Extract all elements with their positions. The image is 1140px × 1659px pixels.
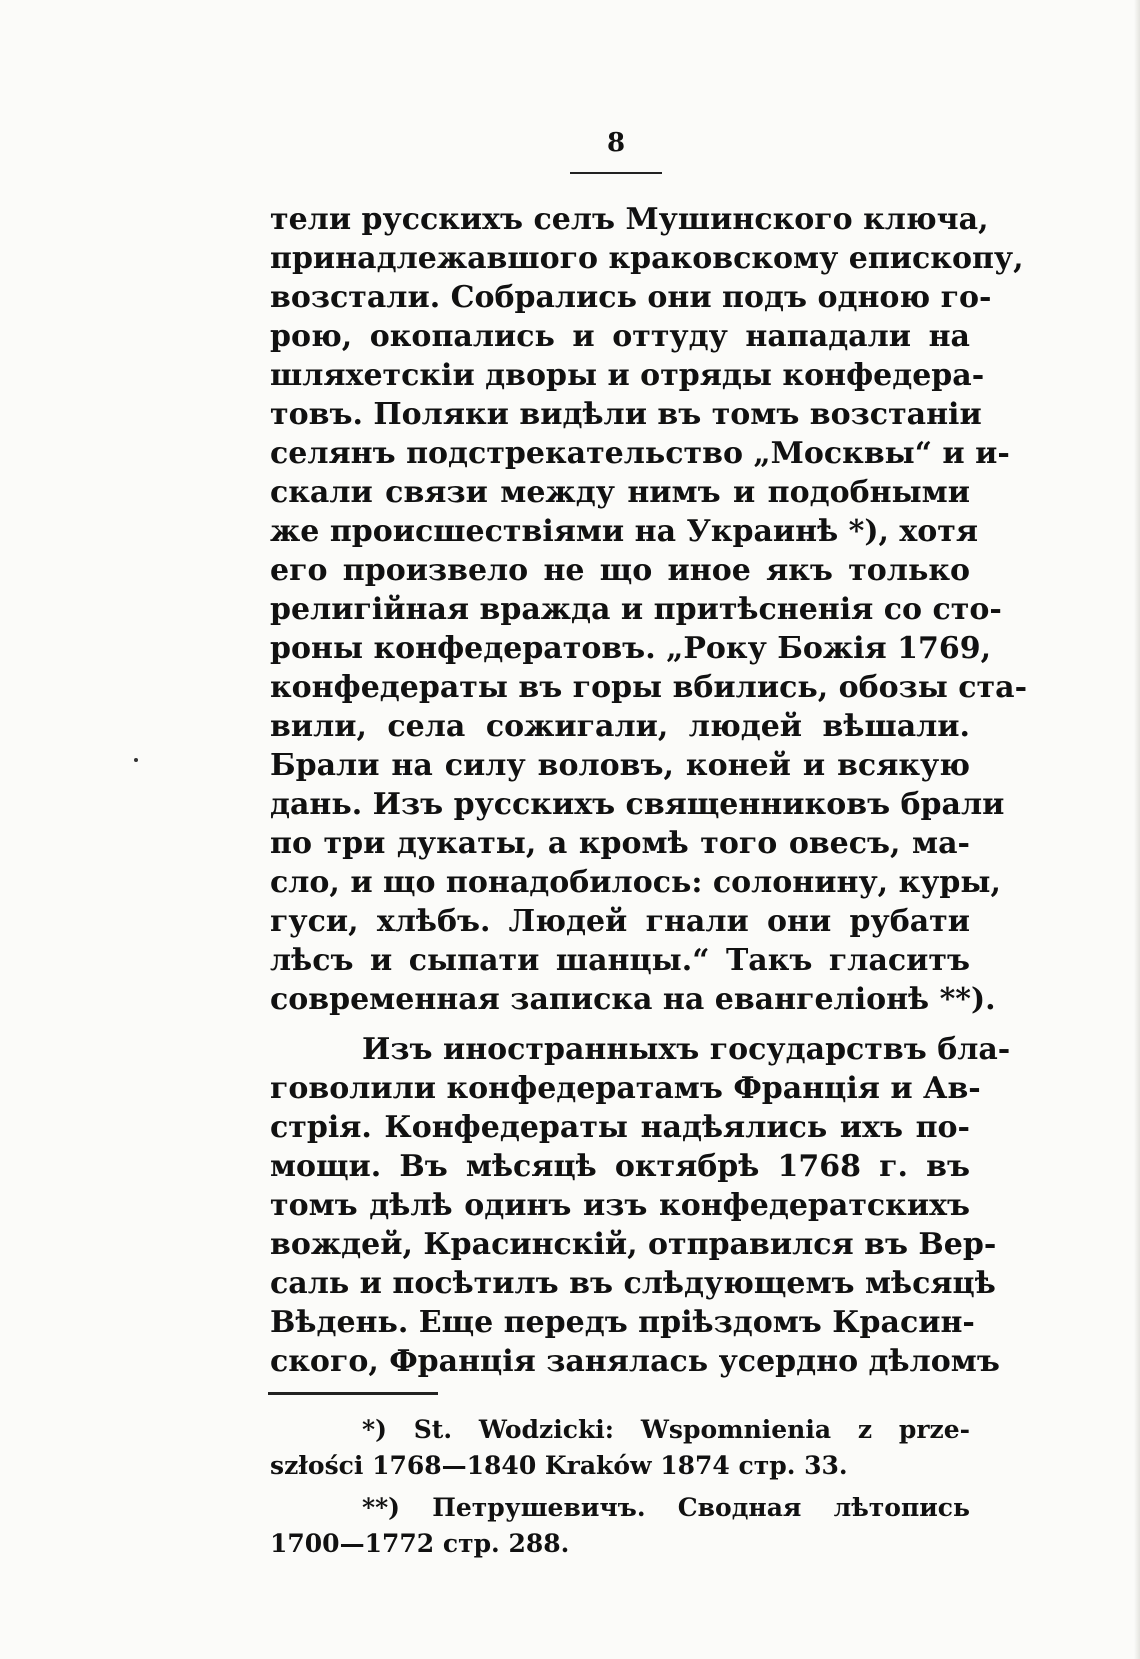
body-line: вождей, Красинскій, отправился въ Вер-	[270, 1227, 997, 1262]
body-line: селянъ подстрекательство „Москвы“ и и-	[270, 436, 1010, 471]
body-line: дань. Изъ русскихъ священниковъ брали	[270, 787, 1005, 822]
body-line: товъ. Поляки видѣли въ томъ возстаніи	[270, 397, 982, 432]
body-line: шляхетскіи дворы и отряды конфедера-	[270, 358, 985, 393]
body-line: современная записка на евангеліонѣ **).	[270, 982, 996, 1017]
body-line: лѣсъ и сыпати шанцы.“ Такъ гласитъ	[270, 943, 970, 978]
body-line: роны конфедератовъ. „Року Божія 1769,	[270, 631, 992, 666]
footnote-line: *) St. Wodzicki: Wspomnienia z prze-	[362, 1415, 970, 1444]
body-line: ского, Франція занялась усердно дѣломъ	[270, 1344, 1000, 1379]
body-line: религійная вражда и притѣсненія со сто-	[270, 592, 1002, 627]
body-line: скали связи между нимъ и подобными	[270, 475, 970, 510]
body-line: гуси, хлѣбъ. Людей гнали они рубати	[270, 904, 970, 939]
body-line: конфедераты въ горы вбились, обозы ста-	[270, 670, 1028, 705]
scan-speck	[134, 758, 138, 762]
body-line: его произвело не що иное якъ только	[270, 553, 970, 588]
body-line: Изъ иностранныхъ государствъ бла-	[362, 1032, 1011, 1067]
page-number: 8	[606, 128, 626, 158]
body-line: возстали. Собрались они подъ одною го-	[270, 280, 992, 315]
body-line: же происшествіями на Украинѣ *), хотя	[270, 514, 979, 549]
page-edge-shadow	[1134, 0, 1140, 1659]
body-line: Брали на силу воловъ, коней и всякую	[270, 748, 970, 783]
body-line: томъ дѣлѣ одинъ изъ конфедератскихъ	[270, 1188, 970, 1223]
page-number-rule	[570, 172, 662, 174]
footnote-line: **) Петрушевичъ. Сводная лѣтопись	[362, 1493, 970, 1522]
body-line: тели русскихъ селъ Мушинского ключа,	[270, 202, 989, 237]
body-line: принадлежавшого краковскому епископу,	[270, 241, 1024, 276]
body-line: сло, и що понадобилось: солонину, куры,	[270, 865, 1001, 900]
footnote-rule	[268, 1392, 438, 1395]
body-line: вили, села сожигали, людей вѣшали.	[270, 709, 970, 744]
body-line: по три дукаты, а кромѣ того овесъ, ма-	[270, 826, 970, 861]
body-line: мощи. Въ мѣсяцѣ октябрѣ 1768 г. въ	[270, 1149, 970, 1184]
body-line: рою, окопались и оттуду нападали на	[270, 319, 970, 354]
body-line: стрія. Конфедераты надѣялись ихъ по-	[270, 1110, 970, 1145]
body-line: саль и посѣтилъ въ слѣдующемъ мѣсяцѣ	[270, 1266, 996, 1301]
body-line: говолили конфедератамъ Франція и Ав-	[270, 1071, 981, 1106]
footnote-line: szłości 1768—1840 Kraków 1874 стр. 33.	[270, 1451, 848, 1480]
footnote-line: 1700—1772 стр. 288.	[270, 1529, 570, 1558]
body-line: Вѣдень. Еще передъ пріѣздомъ Красин-	[270, 1305, 975, 1340]
